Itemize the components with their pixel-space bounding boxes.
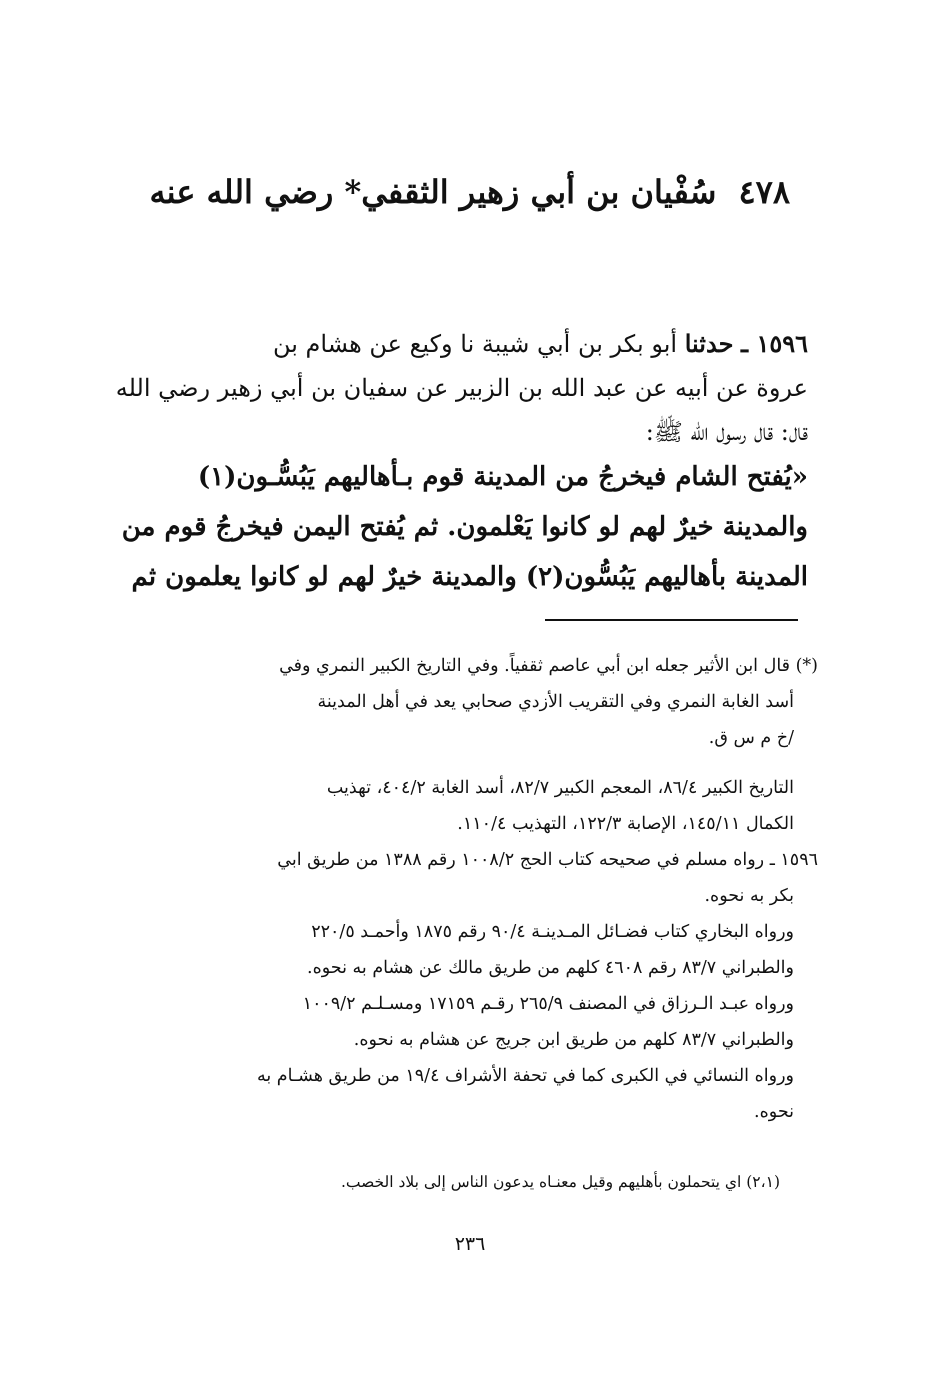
chapter-heading [150,168,790,216]
isnad-line: عروة عن أبيه عن عبد الله بن الزبير عن سفيان بن أبي زهير رضي الله [115,374,808,402]
footnote-line: والطبراني ٨٣/٧ كلهم من طريق ابن جريج عن هشام به نحوه. [353,1030,794,1050]
hadith-number: ١٥٩٦ ـ [741,329,808,358]
isnad [115,322,808,454]
footnote-line: الكمال ١٤٥/١١، الإصابة ١٢٢/٣، التهذيب ١١٠/٤. [457,814,794,834]
gloss-note: (٢،١) اي يتحملون بأهليهم وقيل معنـاه يدعون الناس إلى بلاد الخصب. [340,1173,780,1191]
footnote-line: ورواه عبـد الـرزاق في المصنف ٢٦٥/٩ رقـم ١٧١٥٩ ومسـلـم ١٠٠٩/٢ [302,994,794,1014]
footnote-separator [545,619,798,621]
footnote-line: (*) قال ابن الأثير جعله ابن أبي عاصم ثقفياً. وفي التاريخ الكبير النمري وفي [279,656,818,676]
chapter-number: ٤٧٨ [738,173,790,211]
footnote-line: التاريخ الكبير ٨٦/٤، المعجم الكبير ٨٢/٧، أسد الغابة ٤٠٤/٢، تهذيب [326,778,794,798]
footnote-line: والطبراني ٨٣/٧ رقم ٤٦٠٨ كلهم من طريق مالك عن هشام به نحوه. [307,958,794,978]
footnote-line: ١٥٩٦ ـ رواه مسلم في صحيحه كتاب الحج ١٠٠٨/٢ رقم ١٣٨٨ من طريق ابي [277,850,818,870]
isnad-line: قال: قال رسول الله ﷺ: [645,418,808,446]
haddathana-word: حدثنا [684,329,734,358]
footnote-line: أسد الغابة النمري وفي التقريب الأزدي صحابي يعد في أهل المدينة [317,692,794,712]
matn-line: المدينة بأهاليهم يَبُسُّون(٢) والمدينة خيرٌ لهم لو كانوا يعلمون ثم [131,562,808,592]
footnote-line: نحوه. [754,1102,794,1122]
page-number: ٢٣٦ [454,1233,486,1255]
matn-line: والمدينة خيرٌ لهم لو كانوا يَعْلمون. ثم يُفتح اليمن فيخرجُ قوم من [121,512,808,542]
footnote-line: ورواه النسائي في الكبرى كما في تحفة الأشراف ١٩/٤ من طريق هشـام به [256,1066,794,1086]
footnote-line: بكر به نحوه. [704,886,794,906]
matn-line: «يُفتح الشام فيخرجُ من المدينة قوم بـأهاليهم يَبُسُّـون(١) [197,462,808,492]
isnad-line: ١٥٩٦ ـ حدثنا أبو بكر بن أبي شيبة نا وكيع عن هشام بن [272,329,808,358]
footnotes [128,648,818,1130]
hadith-matn [121,452,808,602]
footnote-line: /خ م س ق. [708,728,794,748]
footnote-line: ورواه البخاري كتاب فضـائل المـدينـة ٩٠/٤ رقم ١٨٧٥ وأحمـد ٢٢٠/٥ [311,922,794,942]
chapter-title: سُفْيان بن أبي زهير الثقفي* رضي الله عنه [149,173,717,211]
